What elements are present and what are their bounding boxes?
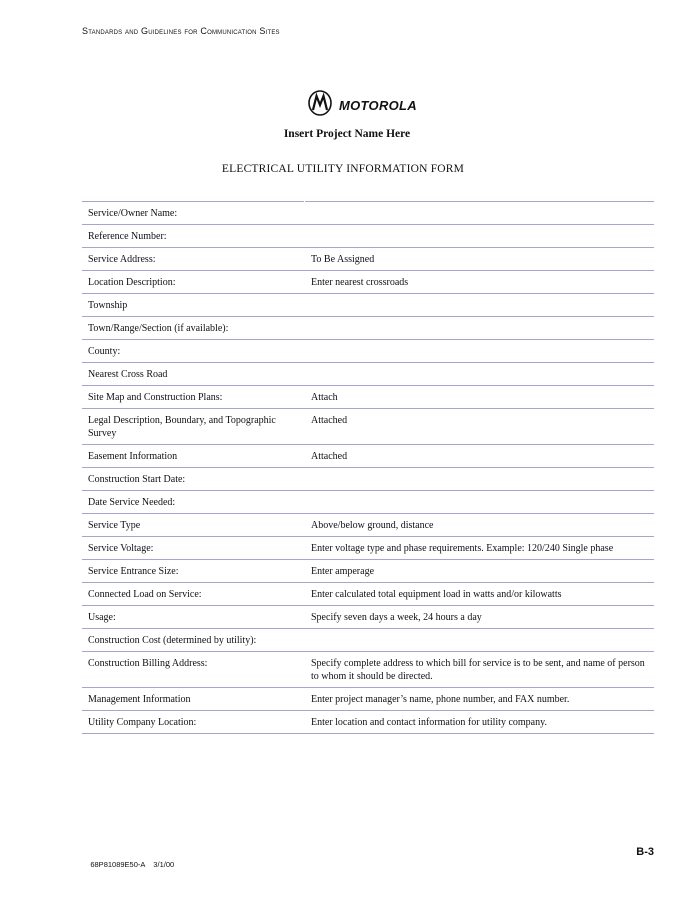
field-label: Reference Number:	[82, 225, 305, 248]
field-label: Connected Load on Service:	[82, 583, 305, 606]
table-row	[82, 560, 654, 583]
table-row	[82, 225, 654, 248]
field-value	[305, 363, 655, 386]
table-row	[82, 514, 654, 537]
field-value: Specify complete address to which bill for service is to be sent, and name of person to whom it should be directed.	[305, 652, 655, 688]
field-value	[305, 294, 655, 317]
field-value	[305, 202, 655, 225]
field-value	[305, 468, 655, 491]
field-label: Location Description:	[82, 271, 305, 294]
motorola-m-logo-icon	[307, 90, 333, 121]
page-number: B-3	[636, 846, 654, 858]
field-label: Construction Cost (determined by utility):	[82, 629, 305, 652]
document-number-text: 68P81089E50-A 3/1/00	[90, 860, 175, 869]
field-label: Date Service Needed:	[82, 491, 305, 514]
table-row	[82, 386, 654, 409]
field-value: Enter voltage type and phase requirements. Example: 120/240 Single phase	[305, 537, 655, 560]
field-value	[305, 317, 655, 340]
field-value: Enter location and contact information for utility company.	[305, 711, 655, 734]
field-value	[305, 629, 655, 652]
field-label: Nearest Cross Road	[82, 363, 305, 386]
table-row	[82, 294, 654, 317]
table-row	[82, 491, 654, 514]
field-value: Enter project manager’s name, phone number, and FAX number.	[305, 688, 655, 711]
table-row	[82, 537, 654, 560]
field-value: Attach	[305, 386, 655, 409]
field-value: Enter nearest crossroads	[305, 271, 655, 294]
table-row	[82, 271, 654, 294]
field-label: County:	[82, 340, 305, 363]
running-header-text: Standards and Guidelines for Communication Sites	[82, 26, 280, 36]
table-row	[82, 606, 654, 629]
field-value: Specify seven days a week, 24 hours a day	[305, 606, 655, 629]
logo-brand-text: MOTOROLA	[339, 97, 417, 113]
document-number	[82, 851, 174, 878]
table-row	[82, 688, 654, 711]
table-row	[82, 202, 654, 225]
field-value: Enter calculated total equipment load in watts and/or kilowatts	[305, 583, 655, 606]
field-label: Easement Information	[82, 445, 305, 468]
field-label: Legal Description, Boundary, and Topographic Survey	[82, 409, 305, 445]
table-row	[82, 248, 654, 271]
field-label: Construction Billing Address:	[82, 652, 305, 688]
table-row	[82, 468, 654, 491]
field-value: Attached	[305, 445, 655, 468]
field-label: Service Address:	[82, 248, 305, 271]
field-label: Town/Range/Section (if available):	[82, 317, 305, 340]
table-row	[82, 445, 654, 468]
field-value: Attached	[305, 409, 655, 445]
field-value: Above/below ground, distance	[305, 514, 655, 537]
field-label: Management Information	[82, 688, 305, 711]
field-label: Township	[82, 294, 305, 317]
table-row	[82, 363, 654, 386]
project-name: Insert Project Name Here	[283, 128, 411, 140]
field-value: To Be Assigned	[305, 248, 655, 271]
field-label: Utility Company Location:	[82, 711, 305, 734]
table-row	[82, 340, 654, 363]
form-title: ELECTRICAL UTILITY INFORMATION FORM	[221, 163, 465, 175]
table-row	[82, 629, 654, 652]
field-label: Usage:	[82, 606, 305, 629]
field-label: Site Map and Construction Plans:	[82, 386, 305, 409]
table-row	[82, 409, 654, 445]
field-label: Service Type	[82, 514, 305, 537]
motorola-logo	[307, 92, 417, 118]
field-label: Construction Start Date:	[82, 468, 305, 491]
utility-info-table	[82, 201, 654, 734]
field-label: Service Voltage:	[82, 537, 305, 560]
field-value: Enter amperage	[305, 560, 655, 583]
field-value	[305, 225, 655, 248]
table-row	[82, 652, 654, 688]
field-label: Service Entrance Size:	[82, 560, 305, 583]
table-row	[82, 711, 654, 734]
field-value	[305, 491, 655, 514]
running-header	[82, 26, 280, 36]
field-value	[305, 340, 655, 363]
table-row	[82, 583, 654, 606]
field-label: Service/Owner Name:	[82, 202, 305, 225]
table-row	[82, 317, 654, 340]
